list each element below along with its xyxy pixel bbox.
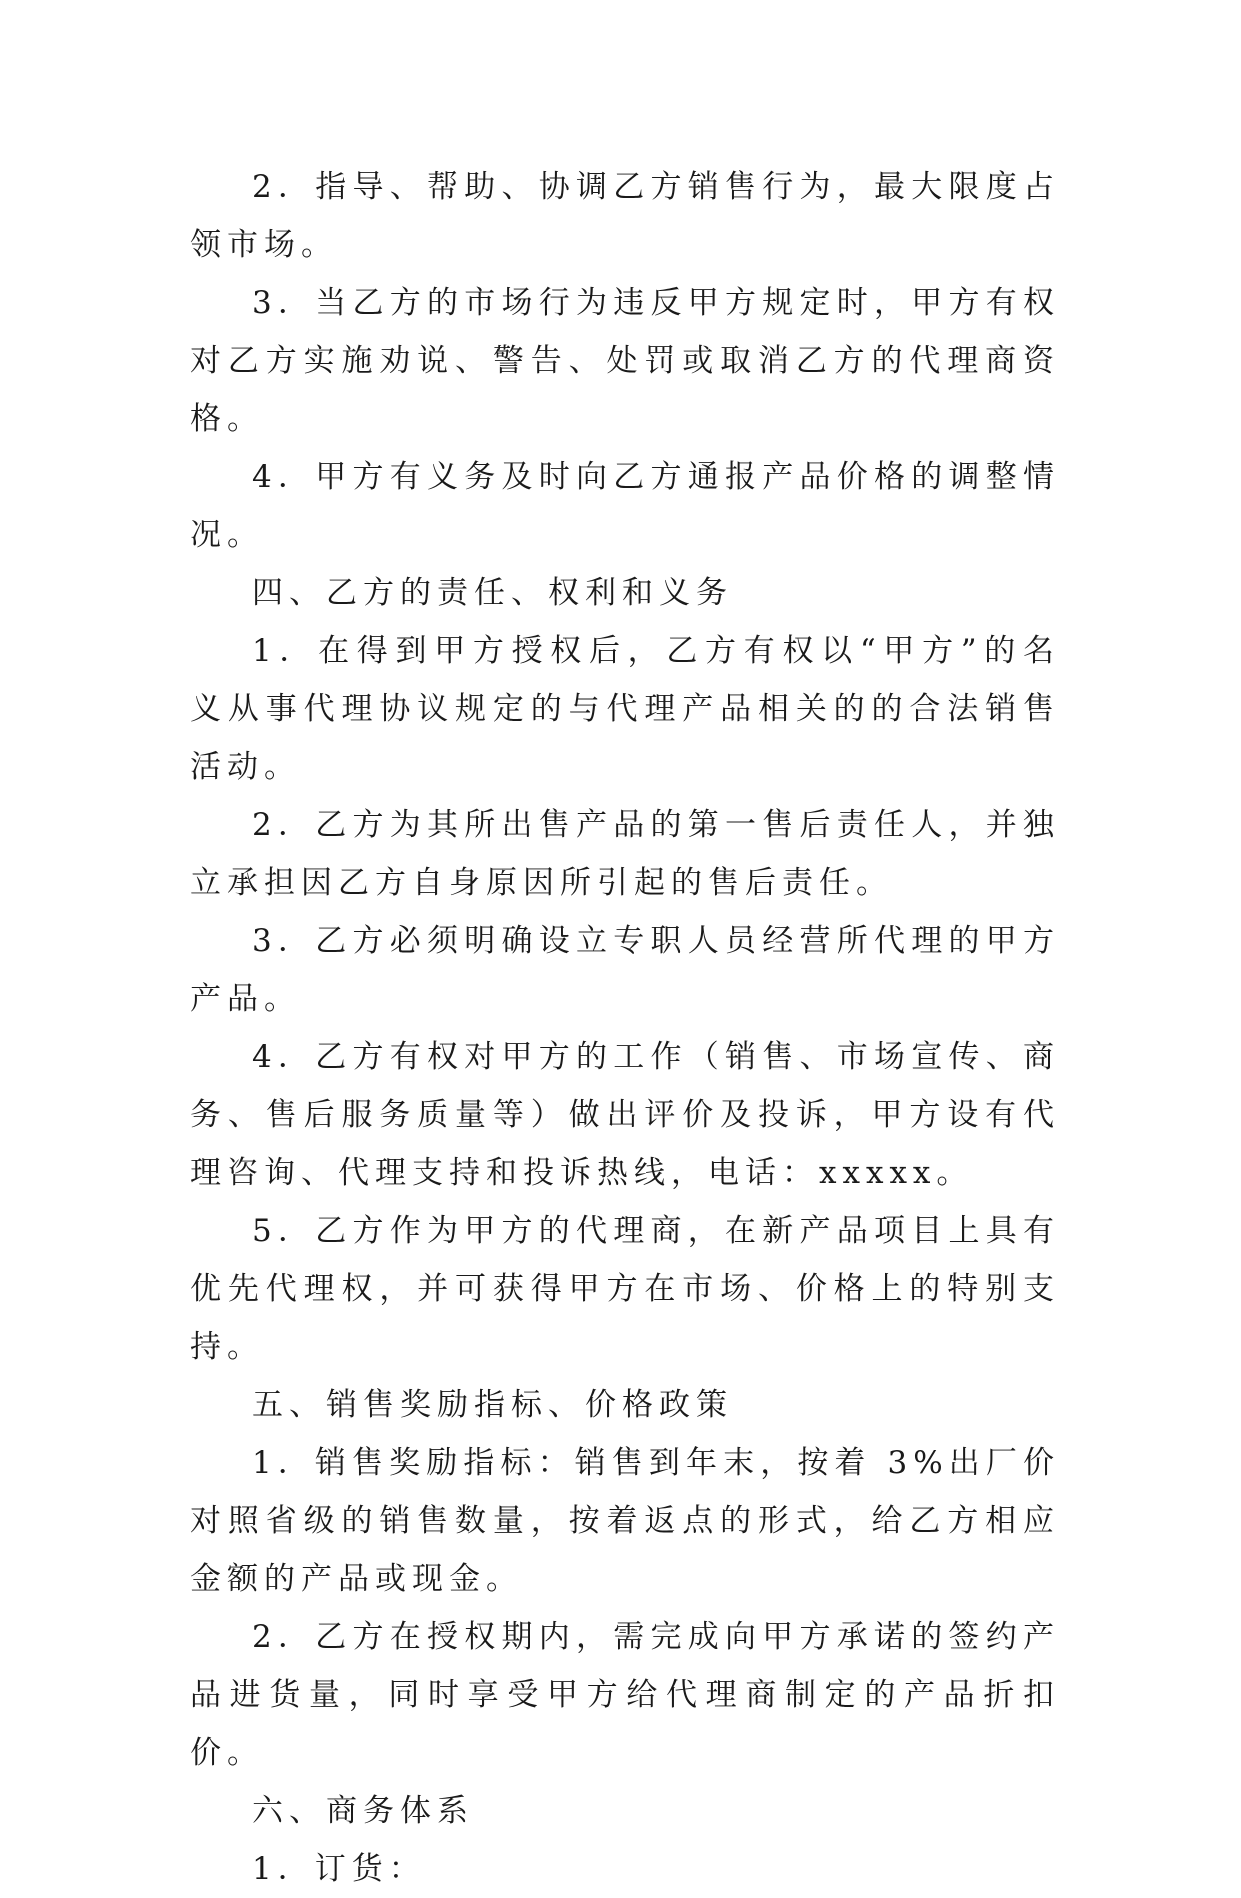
paragraph: 5．乙方作为甲方的代理商，在新产品项目上具有优先代理权，并可获得甲方在市场、价格上的特别支持。 xyxy=(190,1213,1060,1365)
paragraph: 1．订货： xyxy=(252,1851,426,1887)
document-body xyxy=(190,158,1060,1898)
paragraph: 4．甲方有义务及时向乙方通报产品价格的调整情况。 xyxy=(190,459,1060,553)
paragraph: 2．指导、帮助、协调乙方销售行为，最大限度占领市场。 xyxy=(190,169,1060,263)
paragraph: 4．乙方有权对甲方的工作（销售、市场宣传、商务、售后服务质量等）做出评价及投诉，甲方设有代理咨询、代理支持和投诉热线，电话：xxxxx。 xyxy=(190,1039,1060,1191)
section-heading: 五、销售奖励指标、价格政策 xyxy=(252,1387,733,1423)
paragraph: 1．销售奖励指标：销售到年末，按着 3%出厂价对照省级的销售数量，按着返点的形式，给乙方相应金额的产品或现金。 xyxy=(190,1445,1060,1597)
section-heading: 六、商务体系 xyxy=(252,1793,474,1829)
paragraph: 3．当乙方的市场行为违反甲方规定时，甲方有权对乙方实施劝说、警告、处罚或取消乙方的代理商资格。 xyxy=(190,285,1060,437)
paragraph: 3．乙方必须明确设立专职人员经营所代理的甲方产品。 xyxy=(190,923,1060,1017)
paragraph: 2．乙方在授权期内，需完成向甲方承诺的签约产品进货量，同时享受甲方给代理商制定的产品折扣价。 xyxy=(190,1619,1060,1771)
paragraph: 2．乙方为其所出售产品的第一售后责任人，并独立承担因乙方自身原因所引起的售后责任。 xyxy=(190,807,1060,901)
paragraph: 1．在得到甲方授权后，乙方有权以“甲方”的名义从事代理协议规定的与代理产品相关的的合法销售活动。 xyxy=(190,633,1060,785)
section-heading: 四、乙方的责任、权利和义务 xyxy=(252,575,733,611)
